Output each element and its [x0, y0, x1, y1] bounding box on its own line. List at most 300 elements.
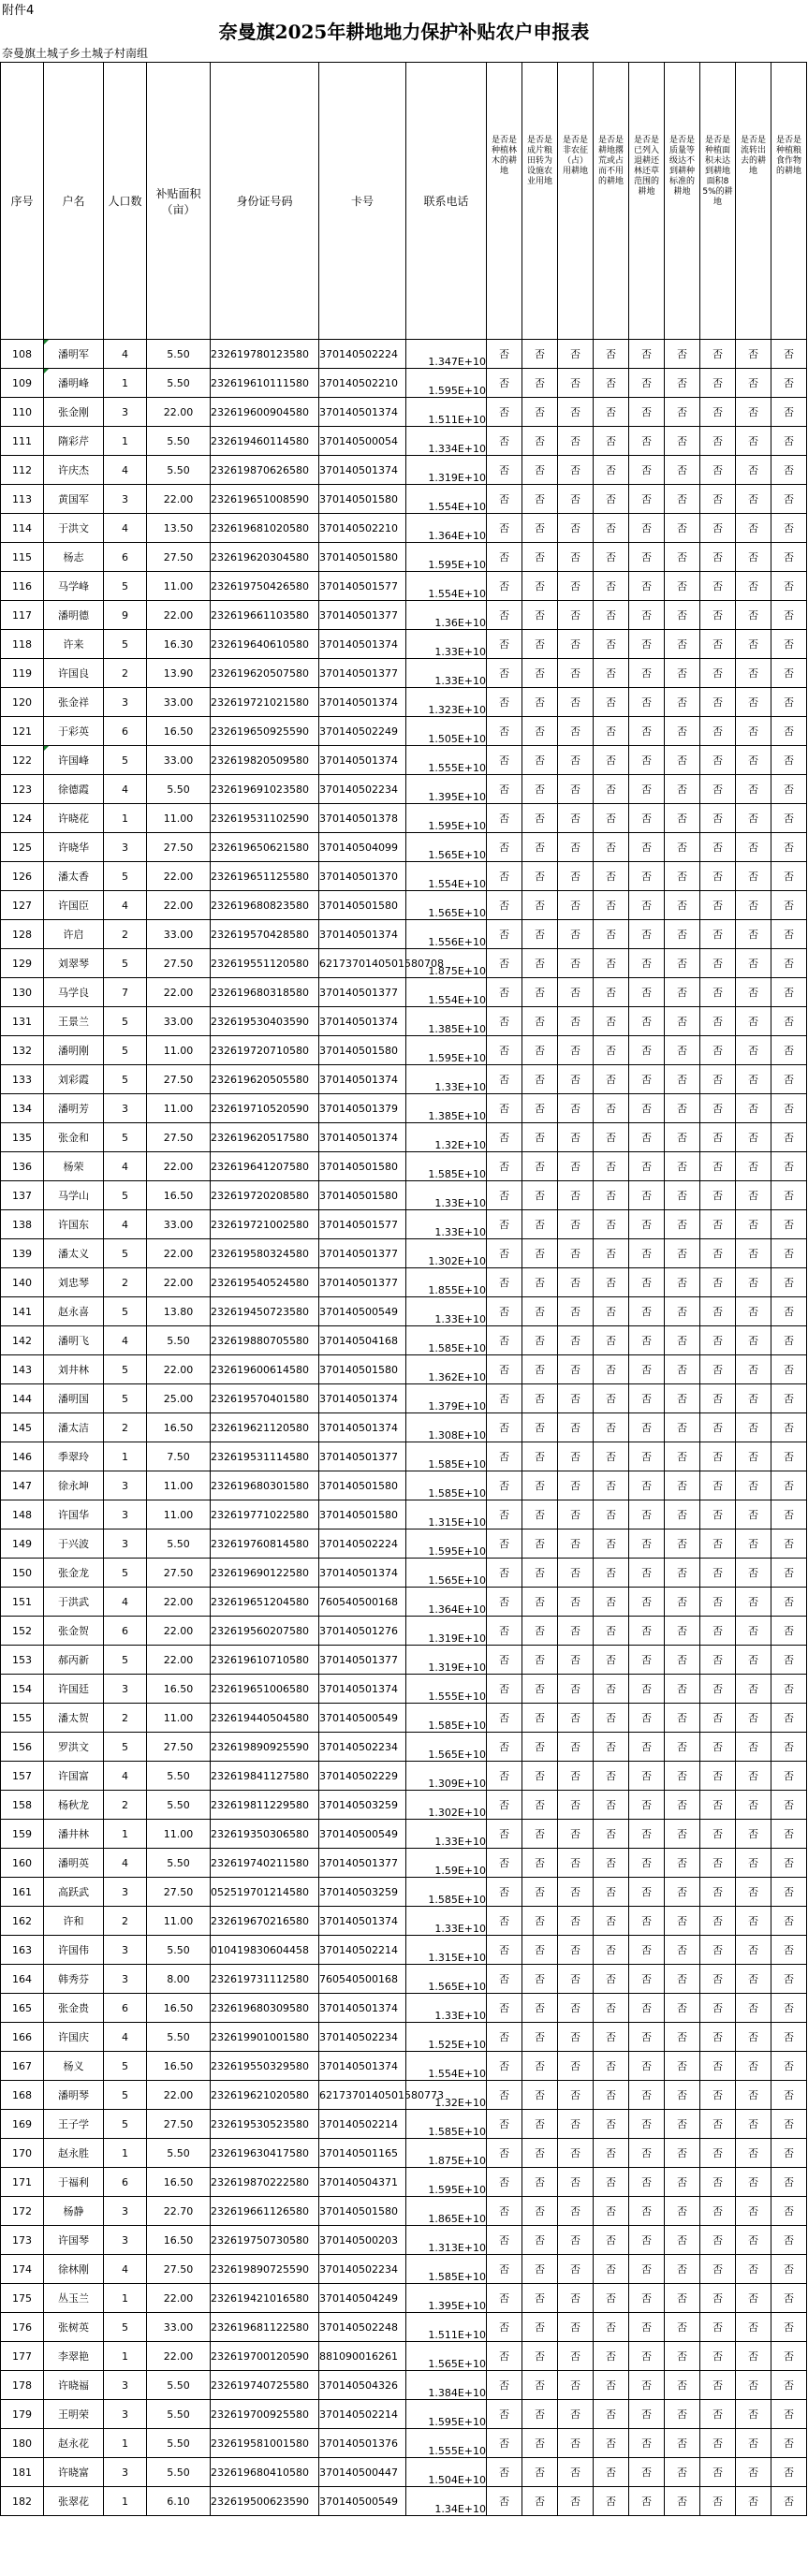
- row-card: 370140502214: [319, 1936, 406, 1965]
- row-id: 232619551120580: [211, 949, 319, 978]
- row-people: 5: [104, 2052, 147, 2081]
- row-answer-q4: 否: [594, 1471, 629, 1500]
- row-answer-q8: 否: [736, 1936, 771, 1965]
- row-answer-q4: 否: [594, 427, 629, 456]
- row-answer-q1: 否: [487, 978, 522, 1007]
- row-answer-q3: 否: [558, 2400, 594, 2429]
- row-phone: 1.32E+10: [406, 1123, 487, 1152]
- row-area: 22.00: [147, 1646, 211, 1675]
- row-answer-q3: 否: [558, 1442, 594, 1471]
- row-id: 232619681122580: [211, 2313, 319, 2342]
- row-answer-q7: 否: [700, 1733, 736, 1762]
- row-phone: 1.565E+10: [406, 833, 487, 862]
- row-answer-q8: 否: [736, 1530, 771, 1559]
- row-name: 隋彩芹: [44, 427, 104, 456]
- table-row: [1, 717, 807, 746]
- row-answer-q4: 否: [594, 1152, 629, 1181]
- row-id: 232619620304580: [211, 543, 319, 572]
- row-answer-q3: 否: [558, 688, 594, 717]
- row-answer-q8: 否: [736, 1907, 771, 1936]
- row-answer-q4: 否: [594, 2371, 629, 2400]
- row-answer-q7: 否: [700, 572, 736, 601]
- row-answer-q2: 否: [522, 2458, 558, 2487]
- row-name: 徐永坤: [44, 1471, 104, 1500]
- row-answer-q6: 否: [665, 1791, 700, 1820]
- row-answer-q1: 否: [487, 659, 522, 688]
- row-phone: 1.33E+10: [406, 1907, 487, 1936]
- row-phone: 1.525E+10: [406, 2023, 487, 2052]
- row-people: 3: [104, 2197, 147, 2226]
- row-answer-q5: 否: [629, 2429, 665, 2458]
- row-seq: 130: [1, 978, 44, 1007]
- row-answer-q6: 否: [665, 1152, 700, 1181]
- row-answer-q9: 否: [771, 456, 807, 485]
- row-answer-q8: 否: [736, 1762, 771, 1791]
- row-people: 1: [104, 427, 147, 456]
- row-seq: 134: [1, 1094, 44, 1123]
- row-answer-q4: 否: [594, 1210, 629, 1239]
- row-phone: 1.33E+10: [406, 659, 487, 688]
- row-id: 232619620505580: [211, 1065, 319, 1094]
- row-phone: 1.565E+10: [406, 1559, 487, 1588]
- row-id: 232619681020580: [211, 514, 319, 543]
- row-answer-q7: 否: [700, 2255, 736, 2284]
- header-phone: 联系电话: [406, 63, 487, 340]
- row-answer-q4: 否: [594, 1704, 629, 1733]
- row-answer-q7: 否: [700, 1123, 736, 1152]
- row-answer-q9: 否: [771, 1907, 807, 1936]
- row-name: 张金刚: [44, 398, 104, 427]
- row-answer-q3: 否: [558, 369, 594, 398]
- row-answer-q1: 否: [487, 398, 522, 427]
- row-seq: 165: [1, 1994, 44, 2023]
- row-answer-q1: 否: [487, 1152, 522, 1181]
- row-answer-q5: 否: [629, 2487, 665, 2516]
- row-seq: 144: [1, 1384, 44, 1413]
- row-area: 11.00: [147, 1907, 211, 1936]
- row-answer-q3: 否: [558, 1268, 594, 1297]
- row-id: 232619901001580: [211, 2023, 319, 2052]
- row-answer-q4: 否: [594, 1994, 629, 2023]
- row-answer-q3: 否: [558, 1355, 594, 1384]
- row-answer-q4: 否: [594, 775, 629, 804]
- header-seq: 序号: [1, 63, 44, 340]
- row-phone: 1.33E+10: [406, 1994, 487, 2023]
- row-card: 370140501580: [319, 1152, 406, 1181]
- header-q9: 是否是种植粮食作物的耕地: [771, 63, 807, 340]
- table-row: [1, 1384, 807, 1413]
- row-id: 232619610111580: [211, 369, 319, 398]
- row-answer-q9: 否: [771, 2429, 807, 2458]
- row-area: 5.50: [147, 2429, 211, 2458]
- row-answer-q5: 否: [629, 688, 665, 717]
- row-area: 16.50: [147, 1413, 211, 1442]
- row-answer-q9: 否: [771, 2197, 807, 2226]
- row-answer-q2: 否: [522, 1994, 558, 2023]
- row-answer-q2: 否: [522, 1384, 558, 1413]
- row-answer-q8: 否: [736, 2284, 771, 2313]
- row-answer-q3: 否: [558, 2487, 594, 2516]
- row-answer-q3: 否: [558, 775, 594, 804]
- row-area: 7.50: [147, 1442, 211, 1471]
- row-answer-q6: 否: [665, 427, 700, 456]
- row-answer-q9: 否: [771, 1559, 807, 1588]
- row-answer-q7: 否: [700, 775, 736, 804]
- row-answer-q3: 否: [558, 1762, 594, 1791]
- row-id: 232619721021580: [211, 688, 319, 717]
- row-answer-q5: 否: [629, 2226, 665, 2255]
- row-answer-q2: 否: [522, 369, 558, 398]
- row-answer-q5: 否: [629, 1500, 665, 1530]
- row-area: 22.00: [147, 2284, 211, 2313]
- row-answer-q1: 否: [487, 1675, 522, 1704]
- row-seq: 124: [1, 804, 44, 833]
- row-card: 370140500549: [319, 1704, 406, 1733]
- header-q6: 是否是质量等级达不到耕种标准的耕地: [665, 63, 700, 340]
- row-answer-q3: 否: [558, 543, 594, 572]
- row-answer-q6: 否: [665, 1500, 700, 1530]
- table-row: [1, 1965, 807, 1994]
- row-seq: 153: [1, 1646, 44, 1675]
- row-people: 5: [104, 1355, 147, 1384]
- row-card: 370140504326: [319, 2371, 406, 2400]
- row-phone: 1.33E+10: [406, 1297, 487, 1326]
- table-row: [1, 601, 807, 630]
- row-id: 232619720710580: [211, 1036, 319, 1065]
- row-answer-q4: 否: [594, 1355, 629, 1384]
- row-answer-q8: 否: [736, 1733, 771, 1762]
- row-answer-q1: 否: [487, 2342, 522, 2371]
- header-card: 卡号: [319, 63, 406, 340]
- row-id: 232619841127580: [211, 1762, 319, 1791]
- row-answer-q2: 否: [522, 1152, 558, 1181]
- row-answer-q1: 否: [487, 1355, 522, 1384]
- row-answer-q7: 否: [700, 1907, 736, 1936]
- row-answer-q3: 否: [558, 2371, 594, 2400]
- row-name: 马学山: [44, 1181, 104, 1210]
- row-name: 潘太义: [44, 1239, 104, 1268]
- row-people: 5: [104, 746, 147, 775]
- row-answer-q8: 否: [736, 1181, 771, 1210]
- row-answer-q5: 否: [629, 1646, 665, 1675]
- row-answer-q3: 否: [558, 1617, 594, 1646]
- row-card: 370140502224: [319, 340, 406, 369]
- row-name: 潘太香: [44, 862, 104, 891]
- row-people: 3: [104, 1878, 147, 1907]
- row-seq: 179: [1, 2400, 44, 2429]
- row-answer-q9: 否: [771, 2226, 807, 2255]
- row-answer-q8: 否: [736, 1268, 771, 1297]
- row-answer-q1: 否: [487, 1588, 522, 1617]
- row-answer-q1: 否: [487, 427, 522, 456]
- row-answer-q3: 否: [558, 1878, 594, 1907]
- row-answer-q9: 否: [771, 1413, 807, 1442]
- row-answer-q8: 否: [736, 1326, 771, 1355]
- row-answer-q9: 否: [771, 2110, 807, 2139]
- row-answer-q1: 否: [487, 1297, 522, 1326]
- table-row: [1, 1907, 807, 1936]
- row-answer-q2: 否: [522, 2081, 558, 2110]
- row-card: 370140501276: [319, 1617, 406, 1646]
- row-card: 370140500054: [319, 427, 406, 456]
- row-answer-q4: 否: [594, 949, 629, 978]
- table-row: [1, 1733, 807, 1762]
- row-phone: 1.555E+10: [406, 746, 487, 775]
- row-people: 1: [104, 2284, 147, 2313]
- row-answer-q4: 否: [594, 485, 629, 514]
- row-seq: 180: [1, 2429, 44, 2458]
- row-answer-q3: 否: [558, 1733, 594, 1762]
- row-answer-q9: 否: [771, 2342, 807, 2371]
- row-answer-q5: 否: [629, 543, 665, 572]
- row-people: 3: [104, 1936, 147, 1965]
- row-answer-q3: 否: [558, 2458, 594, 2487]
- row-area: 5.50: [147, 2139, 211, 2168]
- row-answer-q9: 否: [771, 543, 807, 572]
- row-answer-q7: 否: [700, 862, 736, 891]
- table-row: [1, 949, 807, 978]
- row-answer-q7: 否: [700, 1530, 736, 1559]
- row-seq: 168: [1, 2081, 44, 2110]
- row-answer-q4: 否: [594, 804, 629, 833]
- row-area: 22.70: [147, 2197, 211, 2226]
- row-people: 1: [104, 2487, 147, 2516]
- row-answer-q9: 否: [771, 862, 807, 891]
- row-answer-q5: 否: [629, 1994, 665, 2023]
- row-answer-q8: 否: [736, 1036, 771, 1065]
- row-name: 许国东: [44, 1210, 104, 1239]
- row-answer-q7: 否: [700, 2458, 736, 2487]
- row-answer-q2: 否: [522, 804, 558, 833]
- row-id: 232619760814580: [211, 1530, 319, 1559]
- row-id: 232619440504580: [211, 1704, 319, 1733]
- row-answer-q2: 否: [522, 1820, 558, 1849]
- row-answer-q8: 否: [736, 2429, 771, 2458]
- row-answer-q9: 否: [771, 804, 807, 833]
- row-answer-q5: 否: [629, 1588, 665, 1617]
- row-answer-q5: 否: [629, 1965, 665, 1994]
- row-answer-q7: 否: [700, 978, 736, 1007]
- row-answer-q9: 否: [771, 659, 807, 688]
- table-row: [1, 1210, 807, 1239]
- row-answer-q5: 否: [629, 1123, 665, 1152]
- row-answer-q1: 否: [487, 1036, 522, 1065]
- row-answer-q3: 否: [558, 920, 594, 949]
- row-area: 5.50: [147, 1791, 211, 1820]
- row-phone: 1.362E+10: [406, 1355, 487, 1384]
- row-answer-q8: 否: [736, 659, 771, 688]
- row-answer-q6: 否: [665, 1297, 700, 1326]
- row-answer-q3: 否: [558, 659, 594, 688]
- row-people: 7: [104, 978, 147, 1007]
- row-answer-q5: 否: [629, 1007, 665, 1036]
- row-seq: 140: [1, 1268, 44, 1297]
- row-phone: 1.556E+10: [406, 920, 487, 949]
- row-answer-q8: 否: [736, 1849, 771, 1878]
- row-people: 2: [104, 1413, 147, 1442]
- row-card: 370140502248: [319, 2313, 406, 2342]
- row-answer-q4: 否: [594, 1094, 629, 1123]
- row-answer-q2: 否: [522, 1297, 558, 1326]
- row-answer-q7: 否: [700, 1762, 736, 1791]
- row-answer-q5: 否: [629, 1268, 665, 1297]
- table-row: [1, 1442, 807, 1471]
- row-id: 232619651125580: [211, 862, 319, 891]
- row-area: 33.00: [147, 746, 211, 775]
- row-answer-q5: 否: [629, 1210, 665, 1239]
- row-answer-q6: 否: [665, 1355, 700, 1384]
- row-card: 370140500203: [319, 2226, 406, 2255]
- row-area: 33.00: [147, 920, 211, 949]
- row-phone: 1.565E+10: [406, 1965, 487, 1994]
- row-answer-q1: 否: [487, 775, 522, 804]
- row-people: 3: [104, 1675, 147, 1704]
- row-area: 13.50: [147, 514, 211, 543]
- row-answer-q6: 否: [665, 1965, 700, 1994]
- row-answer-q1: 否: [487, 2458, 522, 2487]
- table-row: [1, 1936, 807, 1965]
- row-seq: 171: [1, 2168, 44, 2197]
- row-answer-q1: 否: [487, 1762, 522, 1791]
- row-answer-q7: 否: [700, 1500, 736, 1530]
- row-answer-q9: 否: [771, 1384, 807, 1413]
- row-answer-q2: 否: [522, 456, 558, 485]
- row-seq: 149: [1, 1530, 44, 1559]
- row-area: 27.50: [147, 1123, 211, 1152]
- row-answer-q2: 否: [522, 2226, 558, 2255]
- row-id: 232619811229580: [211, 1791, 319, 1820]
- row-answer-q8: 否: [736, 543, 771, 572]
- row-card: 370140501379: [319, 1094, 406, 1123]
- row-answer-q8: 否: [736, 1413, 771, 1442]
- row-card: 760540500168: [319, 1965, 406, 1994]
- row-answer-q5: 否: [629, 630, 665, 659]
- row-answer-q4: 否: [594, 572, 629, 601]
- row-answer-q4: 否: [594, 1413, 629, 1442]
- row-answer-q4: 否: [594, 2429, 629, 2458]
- row-answer-q9: 否: [771, 1355, 807, 1384]
- row-card: 370140501370: [319, 862, 406, 891]
- row-name: 许国琴: [44, 2226, 104, 2255]
- row-card: 370140501374: [319, 1007, 406, 1036]
- row-answer-q4: 否: [594, 978, 629, 1007]
- table-row: [1, 1878, 807, 1907]
- table-row: [1, 1123, 807, 1152]
- table-row: [1, 369, 807, 398]
- row-answer-q7: 否: [700, 2487, 736, 2516]
- row-people: 2: [104, 1791, 147, 1820]
- row-phone: 1.33E+10: [406, 1181, 487, 1210]
- header-q5: 是否是已列入退耕还林还草范围的耕地: [629, 63, 665, 340]
- row-answer-q6: 否: [665, 659, 700, 688]
- table-row: [1, 572, 807, 601]
- row-answer-q3: 否: [558, 1849, 594, 1878]
- row-answer-q6: 否: [665, 1907, 700, 1936]
- row-id: 232619880705580: [211, 1326, 319, 1355]
- row-answer-q1: 否: [487, 717, 522, 746]
- row-people: 6: [104, 2168, 147, 2197]
- row-id: 232619720208580: [211, 1181, 319, 1210]
- row-card: 370140501580: [319, 543, 406, 572]
- row-area: 8.00: [147, 1965, 211, 1994]
- row-answer-q7: 否: [700, 1181, 736, 1210]
- row-answer-q5: 否: [629, 456, 665, 485]
- row-answer-q8: 否: [736, 1704, 771, 1733]
- row-answer-q9: 否: [771, 2400, 807, 2429]
- row-people: 5: [104, 1297, 147, 1326]
- row-phone: 1.319E+10: [406, 456, 487, 485]
- row-answer-q5: 否: [629, 1036, 665, 1065]
- row-answer-q8: 否: [736, 2168, 771, 2197]
- row-area: 5.50: [147, 456, 211, 485]
- row-id: 232619740725580: [211, 2371, 319, 2400]
- row-answer-q4: 否: [594, 659, 629, 688]
- row-answer-q9: 否: [771, 1065, 807, 1094]
- row-answer-q8: 否: [736, 1123, 771, 1152]
- row-answer-q9: 否: [771, 2081, 807, 2110]
- row-answer-q7: 否: [700, 1675, 736, 1704]
- row-answer-q9: 否: [771, 1181, 807, 1210]
- row-answer-q2: 否: [522, 2110, 558, 2139]
- row-phone: 1.315E+10: [406, 1936, 487, 1965]
- row-answer-q7: 否: [700, 1646, 736, 1675]
- row-id: 232619651204580: [211, 1588, 319, 1617]
- row-people: 2: [104, 1268, 147, 1297]
- table-row: [1, 2400, 807, 2429]
- row-phone: 1.347E+10: [406, 340, 487, 369]
- row-answer-q5: 否: [629, 1820, 665, 1849]
- row-answer-q8: 否: [736, 1355, 771, 1384]
- row-name: 刘翠琴: [44, 949, 104, 978]
- table-row: [1, 2429, 807, 2458]
- row-seq: 135: [1, 1123, 44, 1152]
- row-answer-q4: 否: [594, 1878, 629, 1907]
- row-card: 370140501165: [319, 2139, 406, 2168]
- row-answer-q8: 否: [736, 891, 771, 920]
- row-answer-q9: 否: [771, 920, 807, 949]
- row-area: 16.50: [147, 2052, 211, 2081]
- row-answer-q5: 否: [629, 1181, 665, 1210]
- row-card: 370140501377: [319, 1646, 406, 1675]
- row-answer-q8: 否: [736, 2197, 771, 2226]
- table-row: [1, 1500, 807, 1530]
- row-seq: 126: [1, 862, 44, 891]
- row-answer-q3: 否: [558, 978, 594, 1007]
- row-answer-q9: 否: [771, 891, 807, 920]
- row-answer-q4: 否: [594, 2139, 629, 2168]
- row-id: 232619621120580: [211, 1413, 319, 1442]
- row-answer-q1: 否: [487, 485, 522, 514]
- row-answer-q7: 否: [700, 2023, 736, 2052]
- row-answer-q1: 否: [487, 2052, 522, 2081]
- row-answer-q9: 否: [771, 630, 807, 659]
- row-answer-q2: 否: [522, 1704, 558, 1733]
- row-phone: 1.595E+10: [406, 1530, 487, 1559]
- row-area: 11.00: [147, 1471, 211, 1500]
- row-answer-q9: 否: [771, 1326, 807, 1355]
- row-answer-q5: 否: [629, 2400, 665, 2429]
- row-answer-q2: 否: [522, 1355, 558, 1384]
- row-answer-q5: 否: [629, 1530, 665, 1559]
- row-people: 4: [104, 2255, 147, 2284]
- table-row: [1, 1646, 807, 1675]
- table-row: [1, 2226, 807, 2255]
- row-answer-q2: 否: [522, 1007, 558, 1036]
- row-answer-q3: 否: [558, 1007, 594, 1036]
- row-answer-q4: 否: [594, 2487, 629, 2516]
- row-people: 3: [104, 2400, 147, 2429]
- row-answer-q7: 否: [700, 1442, 736, 1471]
